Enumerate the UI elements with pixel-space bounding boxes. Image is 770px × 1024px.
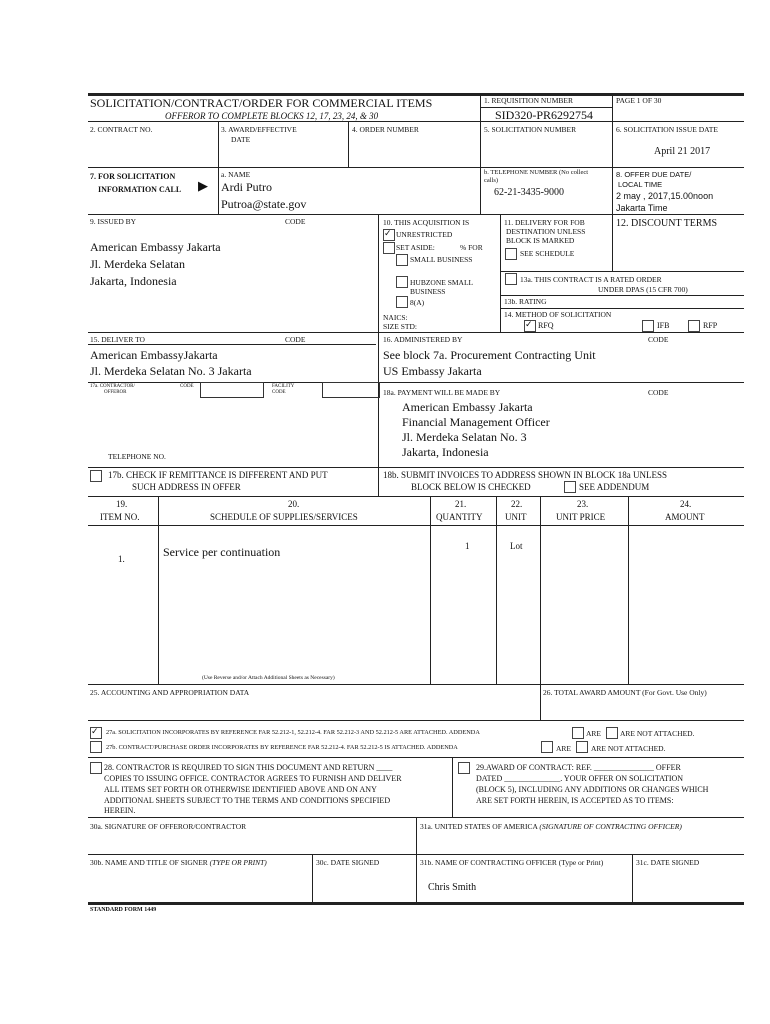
col-num-19: 19.: [116, 499, 128, 509]
form-number: STANDARD FORM 1449: [90, 907, 157, 913]
acquisition-label: 10. THIS ACQUISITION IS: [383, 218, 470, 227]
eight-a-label: 8(A): [410, 298, 425, 307]
payment-line-2: Financial Management Officer: [402, 415, 550, 429]
order-number-label: 4. ORDER NUMBER: [352, 125, 419, 134]
award-date-label: 3. AWARD/EFFECTIVE: [221, 125, 297, 134]
addenda-are-checkbox-a[interactable]: [572, 727, 584, 739]
col-unit-price: UNIT PRICE: [556, 512, 606, 522]
unrestricted-label: UNRESTRICTED: [396, 230, 453, 239]
col-num-23: 23.: [577, 499, 589, 509]
administered-line-2: US Embassy Jakarta: [383, 364, 482, 378]
contractor-code-box[interactable]: [200, 382, 264, 398]
accounting-label: 25. ACCOUNTING AND APPROPRIATION DATA: [90, 688, 250, 697]
signature-usa-label: 31a. UNITED STATES OF AMERICA (SIGNATURE OF CONTRACTING OFFICER): [420, 822, 682, 831]
checkmark-icon: ✓: [525, 320, 533, 330]
eight-a-checkbox[interactable]: [396, 296, 408, 308]
payment-code-label: CODE: [648, 388, 669, 397]
page-label: PAGE 1 OF 30: [616, 96, 662, 105]
contact-name: Ardi Putro: [221, 180, 272, 194]
delivery-fob-label-3: BLOCK IS MARKED: [506, 236, 575, 245]
solicitation-number-label: 5. SOLICITATION NUMBER: [484, 125, 577, 134]
sign-28-line-3: ALL ITEMS SET FORTH OR OTHERWISE IDENTIFIED ABOVE AND ON ANY: [104, 785, 377, 794]
deliver-to-label: 15. DELIVER TO: [90, 335, 145, 344]
payment-label: 18a. PAYMENT WILL BE MADE BY: [383, 388, 501, 397]
col-amount: AMOUNT: [665, 512, 705, 522]
set-aside-label: SET ASIDE:: [396, 243, 435, 252]
administered-code-label: CODE: [648, 335, 669, 344]
ifb-label: IFB: [657, 321, 670, 330]
far-27b-checkbox[interactable]: [90, 741, 102, 753]
item-quantity: 1: [465, 541, 470, 551]
discount-terms-label: 12. DISCOUNT TERMS: [616, 218, 718, 229]
payment-line-1: American Embassy Jakarta: [402, 400, 533, 414]
remittance-label: 17b. CHECK IF REMITTANCE IS DIFFERENT AND PUT: [108, 470, 328, 480]
small-business-label: SMALL BUSINESS: [410, 255, 473, 264]
dpas-label: UNDER DPAS (15 CFR 700): [598, 285, 688, 294]
offer-due-value: 2 may , 2017,15.00noon: [616, 191, 714, 201]
see-schedule-label: SEE SCHEDULE: [520, 249, 575, 258]
far-27b-text: 27b. CONTRACT/PURCHASE ORDER INCORPORATES BY REFERENCE FAR 52.212-4. FAR 52.212-5 IS ATTACHED. ADDENDA: [106, 744, 458, 751]
addenda-are-not-checkbox-b[interactable]: [576, 741, 588, 753]
rfp-checkbox[interactable]: [688, 320, 700, 332]
delivery-fob-label-2: DESTINATION UNLESS: [506, 227, 586, 236]
administered-label: 16. ADMINISTERED BY: [383, 335, 463, 344]
award-29-line-2: DATED ______________. YOUR OFFER ON SOLICITATION: [476, 774, 684, 783]
item-description: Service per continuation: [163, 545, 281, 559]
telephone-value: 62-21-3435-9000: [494, 187, 564, 198]
issue-date-label: 6. SOLICITATION ISSUE DATE: [616, 125, 718, 134]
arrow-right-icon: ▶: [198, 178, 208, 193]
contact-email[interactable]: Putroa@state.gov: [221, 197, 307, 211]
award-29-line-3: (BLOCK 5), INCLUDING ANY ADDITIONS OR CHANGES WHICH: [476, 785, 709, 794]
rated-order-label: 13a. THIS CONTRACT IS A RATED ORDER: [520, 275, 662, 284]
rated-order-checkbox[interactable]: [505, 273, 517, 285]
form-title: SOLICITATION/CONTRACT/ORDER FOR COMMERCIAL ITEMS: [90, 96, 433, 110]
col-quantity: QUANTITY: [436, 512, 483, 522]
form-subtitle: OFFEROR TO COMPLETE BLOCKS 12, 17, 23, 24, & 30: [165, 111, 379, 121]
facility-code-label-2: CODE: [272, 390, 286, 395]
award-29-line-1: 29.AWARD OF CONTRACT: REF. _______________ OFFER: [476, 763, 681, 772]
hubzone-label: HUBZONE SMALL: [410, 278, 474, 287]
issued-by-line-3: Jakarta, Indonesia: [90, 274, 177, 288]
facility-code-label: FACILITY: [272, 384, 295, 389]
percent-for-label: % FOR: [460, 243, 483, 252]
see-addendum-label: SEE ADDENDUM: [579, 482, 650, 492]
see-schedule-checkbox[interactable]: [505, 248, 517, 260]
col-num-24: 24.: [680, 499, 692, 509]
telephone-label-2: calls): [484, 177, 499, 184]
checkmark-icon: ✓: [91, 727, 99, 737]
award-29-line-4: ARE SET FORTH HEREIN, IS ACCEPTED AS TO ITEMS:: [476, 796, 674, 805]
telephone-no-label: TELEPHONE NO.: [108, 452, 166, 461]
col-unit: UNIT: [505, 512, 527, 522]
delivery-fob-label: 11. DELIVERY FOR FOB: [504, 218, 585, 227]
award-date-label-2: DATE: [231, 135, 251, 144]
item-unit: Lot: [510, 541, 523, 551]
award-29-checkbox[interactable]: [458, 762, 470, 774]
issued-by-line-2: Jl. Merdeka Selatan: [90, 257, 185, 271]
set-aside-checkbox[interactable]: [383, 242, 395, 254]
offer-due-value-2: Jakarta Time: [616, 203, 668, 213]
payment-line-4: Jakarta, Indonesia: [402, 445, 489, 459]
hubzone-checkbox[interactable]: [396, 276, 408, 288]
addenda-are-checkbox-b[interactable]: [541, 741, 553, 753]
hubzone-label-2: BUSINESS: [410, 287, 446, 296]
addenda-are-label-a: ARE: [586, 729, 601, 738]
issue-date-value: April 21 2017: [654, 146, 711, 157]
contract-no-label: 2. CONTRACT NO.: [90, 125, 153, 134]
name-label: a. NAME: [221, 170, 251, 179]
sign-28-line-4: ADDITIONAL SHEETS SUBJECT TO THE TERMS AND CONDITIONS SPECIFIED: [104, 796, 391, 805]
telephone-label: b. TELEPHONE NUMBER (No collect: [484, 169, 589, 176]
offer-due-label: 8. OFFER DUE DATE/: [616, 170, 692, 179]
method-label: 14. METHOD OF SOLICITATION: [504, 310, 612, 319]
administered-line-1: See block 7a. Procurement Contracting Unit: [383, 348, 596, 362]
requisition-label: 1. REQUISITION NUMBER: [484, 96, 573, 105]
sign-28-line-1: 28. CONTRACTOR IS REQUIRED TO SIGN THIS DOCUMENT AND RETURN ____: [104, 763, 393, 772]
sign-28-line-5: HEREIN.: [104, 806, 136, 815]
contractor-label: 17a. CONTRACTOR/: [90, 384, 135, 389]
date-31c-label: 31c. DATE SIGNED: [636, 858, 700, 867]
addenda-are-not-label-a: ARE NOT ATTACHED.: [620, 729, 695, 738]
sign-28-line-2: COPIES TO ISSUING OFFICE. CONTRACTOR AGREES TO FURNISH AND DELIVER: [104, 774, 402, 783]
total-award-label: 26. TOTAL AWARD AMOUNT (For Govt. Use Only): [543, 688, 707, 697]
ifb-checkbox[interactable]: [642, 320, 654, 332]
rating-label: 13b. RATING: [504, 297, 547, 306]
rfq-label: RFQ: [538, 321, 554, 330]
checkmark-icon: ✓: [384, 229, 392, 239]
see-addendum-checkbox[interactable]: [564, 481, 576, 493]
date-30c-label: 30c. DATE SIGNED: [316, 858, 380, 867]
addenda-are-label-b: ARE: [556, 744, 571, 753]
issued-by-line-1: American Embassy Jakarta: [90, 240, 221, 254]
small-business-checkbox[interactable]: [396, 254, 408, 266]
facility-code-box[interactable]: [322, 382, 380, 398]
addenda-are-not-checkbox-a[interactable]: [606, 727, 618, 739]
payment-line-3: Jl. Merdeka Selatan No. 3: [402, 430, 527, 444]
addenda-are-not-label-b: ARE NOT ATTACHED.: [591, 744, 666, 753]
requisition-value: SID320-PR6292754: [495, 108, 594, 122]
invoice-label: 18b. SUBMIT INVOICES TO ADDRESS SHOWN IN BLOCK 18a UNLESS: [383, 470, 668, 480]
deliver-to-code-label: CODE: [285, 335, 306, 344]
col-supplies: SCHEDULE OF SUPPLIES/SERVICES: [210, 512, 358, 522]
deliver-to-line-1: American EmbassyJakarta: [90, 348, 218, 362]
contractor-code-label: CODE: [180, 384, 194, 389]
col-num-21: 21.: [455, 499, 467, 509]
invoice-label-2: BLOCK BELOW IS CHECKED: [411, 482, 531, 492]
col-num-22: 22.: [511, 499, 523, 509]
officer-name: Chris Smith: [428, 882, 477, 893]
issued-by-label: 9. ISSUED BY: [90, 217, 137, 226]
size-std-label: SIZE STD:: [383, 322, 417, 331]
rfp-label: RFP: [703, 321, 718, 330]
col-num-20: 20.: [288, 499, 300, 509]
info-call-label: 7. FOR SOLICITATION: [90, 172, 176, 181]
contractor-sign-checkbox[interactable]: [90, 762, 102, 774]
col-item-no: ITEM NO.: [100, 512, 140, 522]
remittance-checkbox[interactable]: [90, 470, 102, 482]
schedule-footnote: (Use Reverse and/or Attach Additional Sheets as Necessary): [202, 675, 335, 681]
signature-offeror-label: 30a. SIGNATURE OF OFFEROR/CONTRACTOR: [90, 822, 247, 831]
signer-name-label: 30b. NAME AND TITLE OF SIGNER (TYPE OR PRINT): [90, 858, 267, 867]
issued-by-code-label: CODE: [285, 217, 306, 226]
contractor-label-2: OFFEROR: [104, 390, 127, 395]
officer-name-label: 31b. NAME OF CONTRACTING OFFICER (Type or Print): [420, 858, 604, 867]
deliver-to-line-2: Jl. Merdeka Selatan No. 3 Jakarta: [90, 364, 252, 378]
naics-label: NAICS:: [383, 313, 408, 322]
far-27a-text: 27a. SOLICITATION INCORPORATES BY REFERENCE FAR 52.212-1, 52.212-4. FAR 52.212-3 AND 52.212-5 ARE ATTACHED. ADDENDA: [106, 729, 480, 736]
remittance-label-2: SUCH ADDRESS IN OFFER: [132, 482, 241, 492]
offer-due-label-2: LOCAL TIME: [618, 180, 663, 189]
info-call-label-2: INFORMATION CALL: [98, 185, 182, 194]
item-number: 1.: [118, 554, 125, 564]
